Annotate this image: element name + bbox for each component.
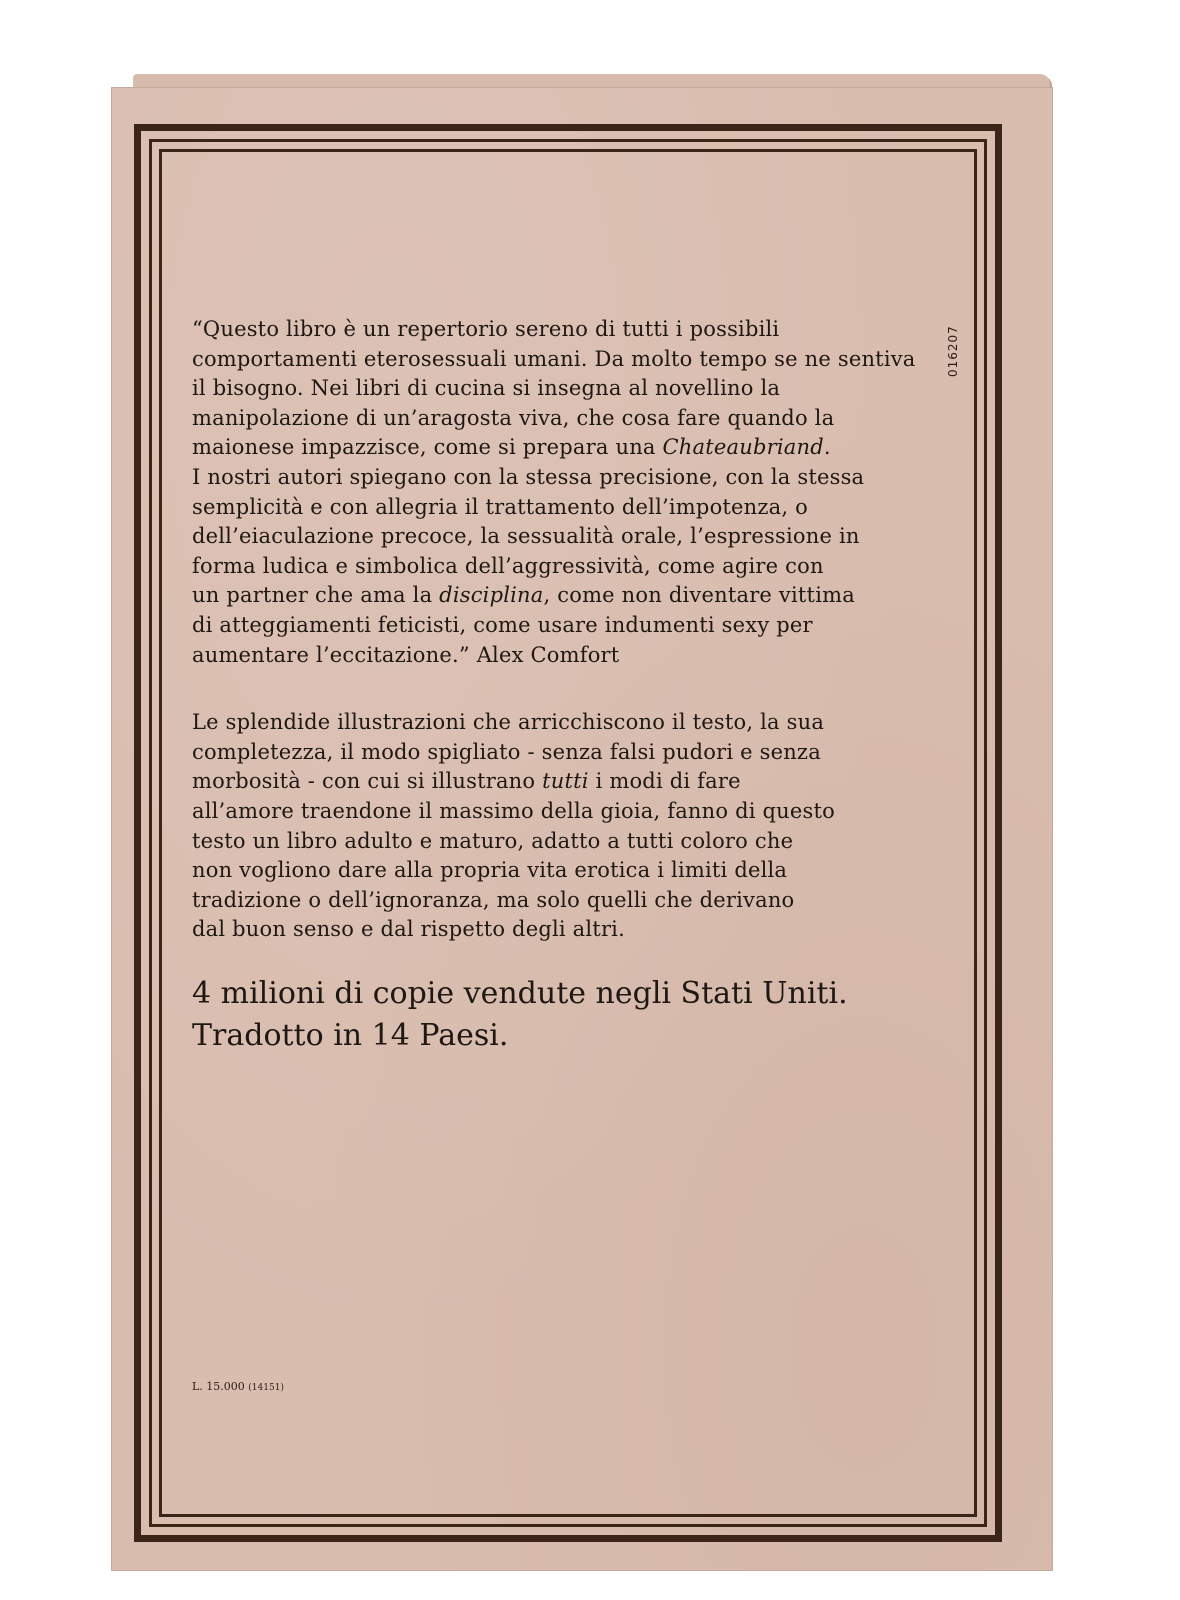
description-line xyxy=(192,797,932,827)
quote-line xyxy=(192,522,932,552)
quote-line xyxy=(192,581,932,611)
quote-line xyxy=(192,345,932,375)
description-text: non vogliono dare alla propria vita erotica i limiti della xyxy=(192,858,788,883)
quote-paragraph xyxy=(192,315,932,670)
quote-text: aumentare l’eccitazione.” Alex Comfort xyxy=(192,642,620,667)
description-line xyxy=(192,827,932,857)
quote-text: maionese impazzisce, come si prepara una xyxy=(192,435,663,460)
description-text: dal buon senso e dal rispetto degli altri. xyxy=(192,917,625,942)
quote-text: manipolazione di un’aragosta viva, che cosa fare quando la xyxy=(192,405,835,430)
description-line xyxy=(192,738,932,768)
quote-text: “Questo libro è un repertorio sereno di tutti i possibili xyxy=(192,317,780,341)
quote-text: , come non diventare vittima xyxy=(543,583,855,608)
description-line xyxy=(192,767,932,797)
quote-line xyxy=(192,463,932,493)
quote-line xyxy=(192,404,932,434)
headline-line-1: 4 milioni di copie vendute negli Stati Uniti. xyxy=(192,975,848,1011)
description-text: all’amore traendone il massimo della gioia, fanno di questo xyxy=(192,798,835,823)
description-italic-text: tutti xyxy=(542,769,589,794)
quote-line xyxy=(192,433,932,463)
quote-text: semplicità e con allegria il trattamento dell’impotenza, o xyxy=(192,494,808,519)
quote-line xyxy=(192,552,932,582)
description-paragraph xyxy=(192,708,932,945)
quote-text: comportamenti eterosessuali umani. Da molto tempo se ne sentiva xyxy=(192,346,916,371)
description-text: tradizione o dell’ignoranza, ma solo quelli che derivano xyxy=(192,887,795,912)
cover-code: 016207 xyxy=(946,325,960,377)
quote-text: . xyxy=(823,435,831,460)
back-cover-text xyxy=(192,315,932,1057)
quote-line xyxy=(192,611,932,641)
description-text: morbosità - con cui si illustrano xyxy=(192,769,543,794)
description-line xyxy=(192,886,932,916)
quote-line xyxy=(192,641,932,671)
quote-italic-text: Chateaubriand xyxy=(662,435,824,460)
description-text: Le splendide illustrazioni che arricchiscono il testo, la sua xyxy=(192,710,825,735)
quote-text: il bisogno. Nei libri di cucina si insegna al novellino la xyxy=(192,376,781,401)
quote-text: un partner che ama la xyxy=(192,583,440,608)
description-text: testo un libro adulto e maturo, adatto a tutti coloro che xyxy=(192,828,794,853)
quote-text: I nostri autori spiegano con la stessa precisione, con la stessa xyxy=(192,464,865,489)
headline-line-2: Tradotto in 14 Paesi. xyxy=(192,1017,509,1053)
price-main: L. 15.000 xyxy=(192,1380,245,1393)
quote-line xyxy=(192,315,932,345)
headline xyxy=(192,973,932,1057)
quote-line xyxy=(192,374,932,404)
description-line xyxy=(192,915,932,945)
description-text: completezza, il modo spigliato - senza falsi pudori e senza xyxy=(192,739,821,764)
quote-line xyxy=(192,493,932,523)
quote-italic-text: disciplina xyxy=(439,583,544,608)
quote-text: di atteggiamenti feticisti, come usare indumenti sexy per xyxy=(192,612,813,637)
quote-text: forma ludica e simbolica dell’aggressività, come agire con xyxy=(192,553,824,578)
quote-text: dell’eiaculazione precoce, la sessualità orale, l’espressione in xyxy=(192,524,860,549)
price-code: (14151) xyxy=(248,1383,284,1393)
price-label xyxy=(192,1380,284,1393)
description-text: i modi di fare xyxy=(588,769,741,794)
description-line xyxy=(192,708,932,738)
description-line xyxy=(192,856,932,886)
